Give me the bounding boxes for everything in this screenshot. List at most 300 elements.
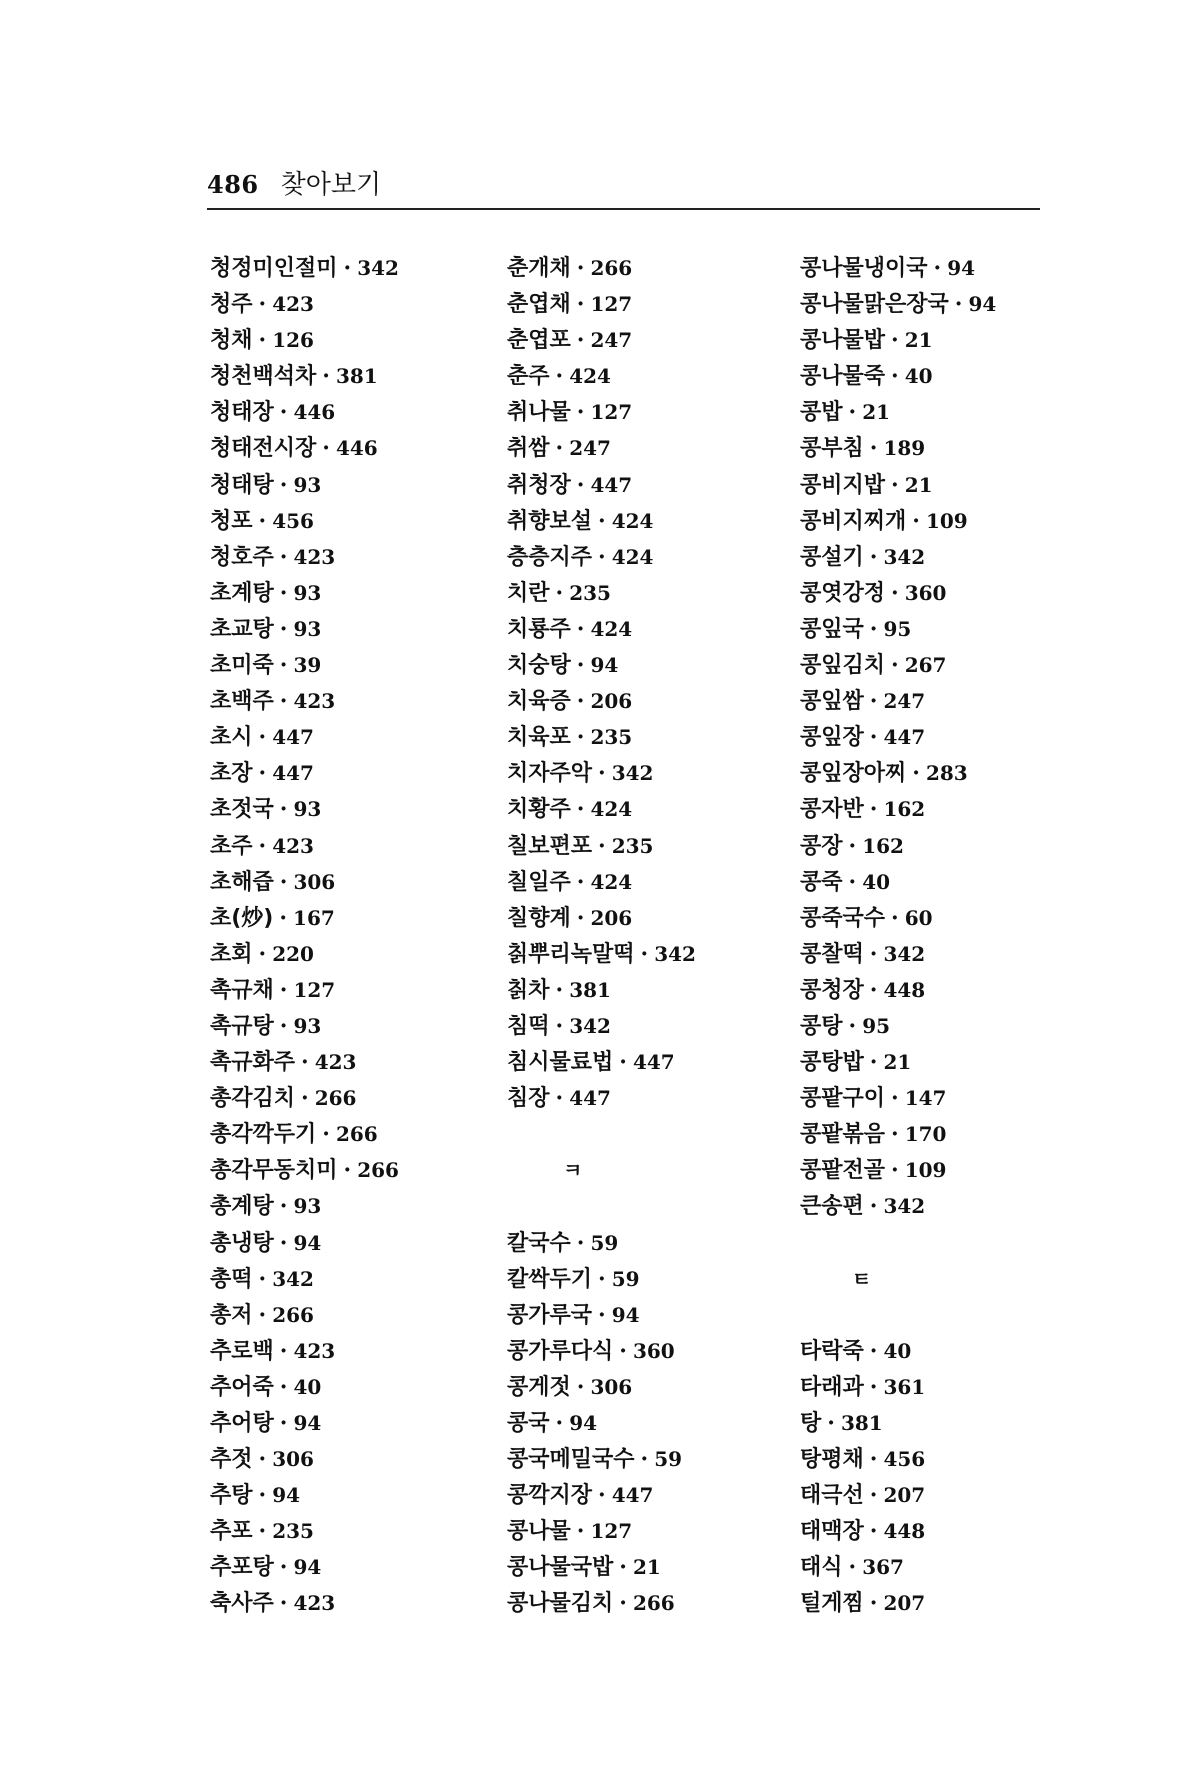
entry-term: 콩엿강정 — [800, 580, 886, 606]
entry-term: 치육증 — [507, 689, 571, 715]
entry-term: 콩찰떡 — [800, 941, 864, 967]
separator-dot: · — [891, 363, 899, 390]
separator-dot: · — [869, 543, 878, 570]
index-entry — [800, 1116, 1100, 1152]
separator-dot: · — [640, 940, 649, 967]
entry-term: 초장 — [210, 761, 253, 787]
entry-page-number: 21 — [883, 1050, 912, 1075]
separator-dot: · — [869, 435, 878, 462]
separator-dot: · — [555, 579, 564, 606]
index-entry — [800, 936, 1100, 972]
entry-page-number: 93 — [293, 797, 322, 822]
index-entry — [210, 755, 510, 791]
index-entry — [800, 1008, 1100, 1044]
separator-dot: · — [258, 1482, 267, 1509]
entry-term: 청천백석차 — [210, 364, 317, 390]
entry-term: 콩나물국밥 — [507, 1555, 614, 1581]
separator-dot: · — [576, 399, 585, 426]
entry-page-number: 247 — [590, 328, 633, 353]
index-entry — [800, 1441, 1100, 1477]
index-column-2 — [507, 250, 807, 1622]
entry-page-number: 207 — [883, 1483, 926, 1508]
page-header — [207, 164, 381, 201]
index-entry — [507, 972, 807, 1008]
separator-dot: · — [869, 1446, 878, 1473]
entry-term: 콩국메밀국수 — [507, 1447, 635, 1473]
entry-page-number: 94 — [590, 653, 619, 678]
separator-dot: · — [279, 904, 288, 931]
entry-page-number: 94 — [611, 1302, 640, 1327]
index-entry — [800, 1549, 1100, 1585]
separator-dot: · — [933, 255, 942, 281]
separator-dot: · — [598, 543, 606, 570]
entry-page-number: 342 — [883, 941, 926, 966]
entry-page-number: 235 — [590, 725, 633, 750]
separator-dot: · — [576, 615, 585, 642]
entry-term: 치황주 — [507, 797, 571, 823]
entry-page-number: 220 — [272, 941, 314, 966]
entry-page-number: 40 — [883, 1338, 912, 1363]
entry-page-number: 447 — [590, 472, 633, 497]
separator-dot: · — [891, 327, 899, 354]
entry-page-number: 342 — [883, 1194, 926, 1219]
entry-page-number: 266 — [590, 256, 633, 280]
entry-page-number: 93 — [293, 616, 322, 641]
separator-dot: · — [891, 1157, 899, 1184]
index-entry — [800, 250, 1100, 286]
separator-dot: · — [869, 1337, 878, 1364]
entry-page-number: 206 — [590, 689, 633, 714]
entry-term: 청태장 — [210, 400, 274, 426]
entry-page-number: 423 — [272, 292, 314, 317]
index-entry — [800, 900, 1100, 936]
entry-term: 콩나물밥 — [800, 328, 886, 354]
entry-page-number: 456 — [272, 508, 314, 533]
index-entry — [507, 430, 807, 466]
entry-page-number: 342 — [654, 941, 696, 966]
index-entry — [507, 250, 807, 286]
separator-dot: · — [279, 471, 288, 498]
separator-dot: · — [258, 724, 267, 751]
index-entry — [507, 900, 807, 936]
separator-dot: · — [848, 832, 857, 859]
separator-dot: · — [258, 940, 267, 967]
index-entry — [210, 250, 510, 286]
entry-page-number: 342 — [272, 1266, 314, 1291]
index-entry — [210, 467, 510, 503]
separator-dot: · — [279, 1012, 288, 1039]
separator-dot: · — [576, 1373, 585, 1400]
entry-page-number: 447 — [272, 761, 314, 786]
entry-page-number: 424 — [611, 508, 654, 533]
separator-dot: · — [258, 507, 267, 534]
entry-page-number: 306 — [590, 1374, 633, 1399]
separator-dot: · — [869, 1590, 878, 1617]
entry-term: 치육포 — [507, 725, 571, 751]
index-entry — [210, 503, 510, 539]
entry-term: 콩게젓 — [507, 1374, 571, 1400]
index-entry — [210, 683, 510, 719]
entry-term: 콩나물 — [507, 1519, 571, 1545]
separator-dot: · — [598, 1265, 606, 1292]
entry-term: 춘엽포 — [507, 328, 571, 354]
entry-term: 칡차 — [507, 977, 550, 1003]
entry-term: 치자주악 — [507, 761, 593, 787]
index-entry — [210, 611, 510, 647]
index-entry — [210, 936, 510, 972]
entry-page-number: 381 — [840, 1411, 883, 1435]
entry-page-number: 342 — [357, 256, 399, 280]
separator-dot: · — [598, 507, 606, 534]
entry-term: 콩나물맑은장국 — [800, 292, 949, 318]
separator-dot: · — [848, 399, 857, 426]
entry-term: 큰송편 — [800, 1194, 864, 1220]
index-entry — [800, 719, 1100, 755]
separator-dot: · — [869, 1373, 878, 1400]
separator-dot: · — [279, 543, 288, 570]
index-entry — [507, 467, 807, 503]
entry-term: 총떡 — [210, 1266, 253, 1292]
index-entry — [800, 1513, 1100, 1549]
entry-page-number: 93 — [293, 1194, 322, 1219]
separator-dot: · — [619, 1049, 627, 1076]
separator-dot: · — [279, 652, 288, 679]
entry-term: 콩나물죽 — [800, 364, 886, 390]
index-entry — [507, 1369, 807, 1405]
entry-term: 탕 — [800, 1411, 822, 1436]
index-entry — [800, 322, 1100, 358]
index-entry — [800, 394, 1100, 430]
separator-dot: · — [322, 1121, 330, 1148]
index-entry — [210, 1441, 510, 1477]
entry-page-number: 127 — [590, 1519, 633, 1544]
index-entry — [507, 611, 807, 647]
separator-dot: · — [576, 868, 585, 895]
index-entry — [210, 647, 510, 683]
entry-page-number: 39 — [293, 653, 322, 678]
entry-page-number: 447 — [272, 725, 314, 750]
index-entry — [507, 1333, 807, 1369]
separator-dot: · — [598, 1482, 606, 1509]
separator-dot: · — [555, 976, 564, 1003]
entry-page-number: 207 — [883, 1591, 926, 1616]
index-entry — [210, 1080, 510, 1116]
entry-term: 촉규화주 — [210, 1050, 296, 1076]
entry-page-number: 446 — [335, 436, 378, 461]
page-number: 486 — [207, 170, 259, 199]
index-entry — [507, 936, 807, 972]
entry-page-number: 423 — [272, 833, 314, 858]
entry-term: 콩잎국 — [800, 616, 864, 642]
separator-dot: · — [954, 291, 963, 318]
separator-dot: · — [258, 832, 267, 859]
entry-term: 축사주 — [210, 1591, 274, 1617]
entry-term: 초(炒) — [210, 905, 274, 931]
blank-line — [507, 1116, 807, 1152]
entry-page-number: 94 — [272, 1483, 301, 1508]
entry-page-number: 423 — [293, 544, 336, 569]
entry-term: 취청장 — [507, 472, 571, 498]
entry-page-number: 381 — [335, 364, 378, 389]
index-entry — [800, 1080, 1100, 1116]
index-entry — [507, 286, 807, 322]
entry-page-number: 266 — [314, 1086, 357, 1111]
separator-dot: · — [619, 1590, 627, 1617]
entry-page-number: 361 — [883, 1374, 926, 1399]
entry-page-number: 448 — [883, 1519, 926, 1544]
index-column-3 — [800, 250, 1100, 1622]
entry-term: 콩설기 — [800, 544, 864, 570]
entry-term: 콩잎쌈 — [800, 689, 864, 715]
index-entry — [210, 1369, 510, 1405]
entry-page-number: 59 — [590, 1230, 619, 1255]
separator-dot: · — [869, 1193, 878, 1220]
index-entry — [507, 1549, 807, 1585]
entry-term: 추어죽 — [210, 1374, 274, 1400]
entry-page-number: 59 — [654, 1447, 683, 1472]
entry-page-number: 447 — [632, 1050, 675, 1075]
index-entry — [800, 430, 1100, 466]
separator-dot: · — [869, 976, 878, 1003]
index-entry — [800, 755, 1100, 791]
entry-term: 초해즙 — [210, 869, 274, 895]
entry-page-number: 94 — [293, 1230, 322, 1255]
entry-term: 콩죽 — [800, 869, 843, 895]
index-entry — [800, 575, 1100, 611]
entry-term: 청포 — [210, 508, 253, 534]
separator-dot: · — [576, 327, 585, 354]
index-entry — [800, 647, 1100, 683]
entry-term: 청주 — [210, 292, 253, 318]
separator-dot: · — [258, 760, 267, 787]
separator-dot: · — [279, 1410, 288, 1436]
entry-page-number: 95 — [883, 616, 912, 641]
entry-term: 춘엽채 — [507, 292, 571, 318]
index-entry — [800, 1585, 1100, 1621]
entry-page-number: 127 — [590, 292, 633, 317]
index-entry — [210, 1116, 510, 1152]
entry-term: 콩청장 — [800, 977, 864, 1003]
separator-dot: · — [279, 796, 288, 823]
entry-term: 청태전시장 — [210, 436, 317, 462]
index-entry — [210, 575, 510, 611]
entry-term: 춘개채 — [507, 256, 571, 281]
entry-page-number: 40 — [862, 869, 891, 894]
entry-page-number: 367 — [862, 1555, 904, 1580]
separator-dot: · — [279, 1193, 288, 1220]
entry-term: 청채 — [210, 328, 253, 354]
entry-term: 추젓 — [210, 1447, 253, 1473]
separator-dot: · — [279, 1554, 288, 1581]
entry-term: 춘주 — [507, 364, 550, 390]
index-entry — [800, 683, 1100, 719]
index-entry — [507, 1080, 807, 1116]
entry-page-number: 206 — [590, 905, 633, 930]
separator-dot: · — [301, 1049, 309, 1076]
index-entry — [210, 322, 510, 358]
index-entry — [507, 755, 807, 791]
entry-page-number: 267 — [904, 653, 947, 678]
separator-dot: · — [576, 471, 585, 498]
entry-page-number: 423 — [293, 1591, 336, 1616]
separator-dot: · — [827, 1410, 835, 1436]
blank-line — [800, 1225, 1100, 1261]
separator-dot: · — [555, 1085, 564, 1112]
separator-dot: · — [891, 904, 899, 931]
entry-page-number: 21 — [904, 328, 933, 353]
entry-page-number: 424 — [590, 869, 633, 894]
separator-dot: · — [555, 363, 564, 390]
entry-term: 취나물 — [507, 400, 571, 426]
separator-dot: · — [576, 291, 585, 318]
entry-page-number: 423 — [314, 1050, 357, 1075]
separator-dot: · — [869, 940, 878, 967]
index-entry — [507, 1225, 807, 1261]
index-entry — [800, 611, 1100, 647]
separator-dot: · — [343, 255, 352, 281]
entry-term: 콩죽국수 — [800, 905, 886, 931]
entry-term: 콩비지밥 — [800, 472, 886, 498]
entry-page-number: 423 — [293, 689, 336, 714]
section-heading: ㅌ — [852, 1266, 872, 1291]
entry-term: 추로백 — [210, 1338, 274, 1364]
separator-dot: · — [869, 1518, 878, 1545]
entry-term: 콩나물김치 — [507, 1591, 614, 1617]
entry-page-number: 167 — [293, 905, 335, 930]
separator-dot: · — [322, 435, 330, 462]
page-title: 찾아보기 — [280, 170, 382, 200]
entry-page-number: 189 — [883, 436, 926, 461]
index-entry — [210, 1297, 510, 1333]
separator-dot: · — [279, 615, 288, 642]
entry-term: 총각무동치미 — [210, 1158, 338, 1184]
entry-term: 총계탕 — [210, 1194, 274, 1220]
entry-term: 콩잎장 — [800, 725, 864, 751]
blank-line — [800, 1297, 1100, 1333]
entry-term: 태극선 — [800, 1483, 864, 1509]
entry-term: 청정미인절미 — [210, 256, 338, 281]
entry-page-number: 342 — [883, 544, 926, 569]
index-entry — [800, 1405, 1100, 1441]
index-entry — [507, 1441, 807, 1477]
separator-dot: · — [301, 1085, 309, 1112]
entry-page-number: 360 — [632, 1338, 675, 1363]
entry-page-number: 447 — [611, 1483, 654, 1508]
entry-page-number: 342 — [569, 1013, 611, 1038]
index-entry — [800, 1188, 1100, 1224]
index-entry — [210, 1513, 510, 1549]
entry-page-number: 93 — [293, 472, 322, 497]
index-entry — [210, 1044, 510, 1080]
entry-page-number: 21 — [632, 1555, 661, 1580]
index-entry — [507, 1297, 807, 1333]
entry-term: 층층지주 — [507, 544, 593, 570]
entry-term: 초젓국 — [210, 797, 274, 823]
index-entry — [210, 1585, 510, 1621]
entry-term: 콩팥볶음 — [800, 1122, 886, 1148]
index-entry — [800, 791, 1100, 827]
index-entry — [507, 322, 807, 358]
separator-dot: · — [258, 1301, 267, 1328]
section-heading: ㅋ — [563, 1158, 583, 1183]
entry-term: 탕평채 — [800, 1447, 864, 1473]
index-entry — [800, 467, 1100, 503]
index-entry — [507, 1513, 807, 1549]
index-entry — [210, 1333, 510, 1369]
entry-term: 타래과 — [800, 1374, 864, 1400]
index-entry — [800, 1333, 1100, 1369]
entry-term: 침시물료법 — [507, 1050, 614, 1076]
entry-page-number: 109 — [925, 508, 968, 533]
entry-page-number: 40 — [904, 364, 933, 389]
entry-term: 칠일주 — [507, 869, 571, 895]
entry-term: 털게찜 — [800, 1591, 864, 1617]
index-entry — [507, 575, 807, 611]
entry-page-number: 283 — [925, 761, 968, 786]
index-entry — [507, 828, 807, 864]
entry-page-number: 235 — [272, 1519, 314, 1544]
entry-page-number: 127 — [293, 977, 336, 1002]
entry-term: 촉규채 — [210, 977, 274, 1003]
separator-dot: · — [576, 688, 585, 715]
entry-term: 치룡주 — [507, 616, 571, 642]
entry-page-number: 94 — [947, 256, 976, 280]
entry-page-number: 40 — [293, 1374, 322, 1399]
entry-term: 칠보편포 — [507, 833, 593, 859]
entry-page-number: 306 — [293, 869, 336, 894]
index-entry — [800, 539, 1100, 575]
entry-term: 추어탕 — [210, 1411, 274, 1436]
separator-dot: · — [619, 1337, 627, 1364]
index-entry — [800, 358, 1100, 394]
entry-page-number: 127 — [590, 400, 633, 425]
entry-page-number: 266 — [357, 1158, 399, 1183]
separator-dot: · — [576, 724, 585, 751]
entry-term: 치숭탕 — [507, 653, 571, 679]
entry-page-number: 147 — [904, 1086, 947, 1111]
separator-dot: · — [912, 760, 920, 787]
entry-page-number: 342 — [611, 761, 654, 786]
separator-dot: · — [258, 1518, 267, 1545]
entry-term: 초미죽 — [210, 653, 274, 679]
separator-dot: · — [576, 904, 585, 931]
entry-page-number: 235 — [611, 833, 654, 858]
separator-dot: · — [258, 291, 267, 318]
separator-dot: · — [279, 1373, 288, 1400]
entry-page-number: 266 — [632, 1591, 675, 1616]
entry-page-number: 109 — [904, 1158, 947, 1183]
separator-dot: · — [343, 1157, 352, 1184]
separator-dot: · — [279, 688, 288, 715]
entry-term: 콩자반 — [800, 797, 864, 823]
entry-term: 초주 — [210, 833, 253, 859]
entry-term: 태맥장 — [800, 1519, 864, 1545]
entry-page-number: 162 — [883, 797, 926, 822]
entry-page-number: 170 — [904, 1122, 947, 1147]
entry-page-number: 360 — [904, 580, 947, 605]
entry-page-number: 94 — [569, 1411, 598, 1435]
entry-term: 콩탕 — [800, 1013, 843, 1039]
entry-term: 태식 — [800, 1555, 843, 1581]
index-entry — [507, 791, 807, 827]
separator-dot: · — [322, 363, 330, 390]
separator-dot: · — [869, 796, 878, 823]
index-entry — [210, 1261, 510, 1297]
entry-term: 초백주 — [210, 689, 274, 715]
index-entry — [507, 1261, 807, 1297]
index-entry — [507, 394, 807, 430]
entry-term: 치란 — [507, 580, 550, 606]
